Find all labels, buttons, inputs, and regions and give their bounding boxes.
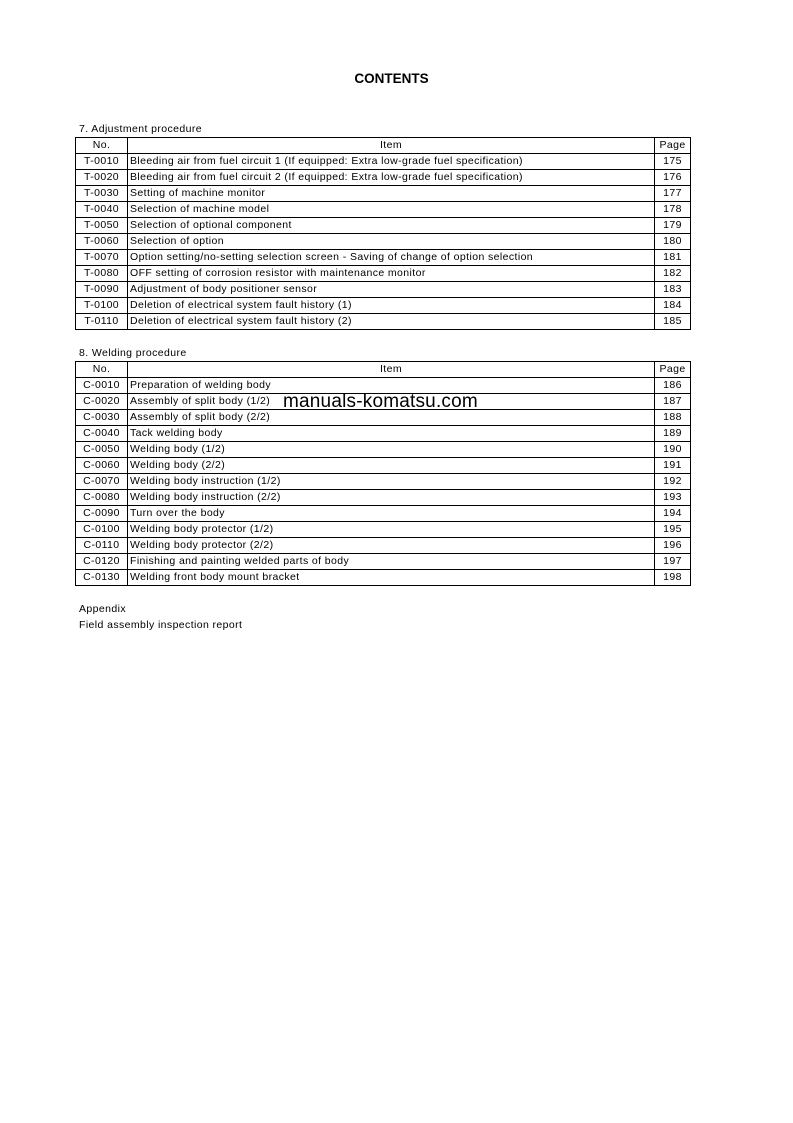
cell-item: Setting of machine monitor [128,186,655,202]
cell-no: C-0030 [76,410,128,426]
cell-no: C-0040 [76,426,128,442]
table-header-row [76,362,691,378]
table-row [76,202,691,218]
cell-item: Deletion of electrical system fault history (1) [128,298,655,314]
cell-no: C-0110 [76,538,128,554]
adjustment-table [75,137,691,330]
cell-page: 195 [655,522,691,538]
cell-page: 180 [655,234,691,250]
cell-page: 191 [655,458,691,474]
cell-no: C-0070 [76,474,128,490]
header-no: No. [76,138,128,154]
cell-page: 177 [655,186,691,202]
cell-item: Selection of optional component [128,218,655,234]
table-row [76,506,691,522]
cell-item: Adjustment of body positioner sensor [128,282,655,298]
table-row [76,554,691,570]
table-row [76,458,691,474]
section-title-welding: 8. Welding procedure [79,347,187,359]
cell-item: Welding body protector (2/2) [128,538,655,554]
cell-item: Deletion of electrical system fault history (2) [128,314,655,330]
cell-item: Tack welding body [128,426,655,442]
cell-item: Welding body protector (1/2) [128,522,655,538]
cell-page: 188 [655,410,691,426]
cell-no: C-0060 [76,458,128,474]
cell-page: 197 [655,554,691,570]
cell-page: 187 [655,394,691,410]
table-row [76,154,691,170]
cell-item: Preparation of welding body [128,378,655,394]
table-row [76,314,691,330]
cell-item: Bleeding air from fuel circuit 2 (If equipped: Extra low-grade fuel specification) [128,170,655,186]
cell-page: 181 [655,250,691,266]
table-row [76,426,691,442]
cell-item: Option setting/no-setting selection screen - Saving of change of option selection [128,250,655,266]
cell-page: 185 [655,314,691,330]
cell-item: Welding body instruction (2/2) [128,490,655,506]
cell-no: T-0020 [76,170,128,186]
header-no: No. [76,362,128,378]
cell-page: 193 [655,490,691,506]
cell-no: T-0080 [76,266,128,282]
cell-page: 186 [655,378,691,394]
cell-page: 178 [655,202,691,218]
table-row [76,298,691,314]
cell-no: T-0040 [76,202,128,218]
cell-item: OFF setting of corrosion resistor with maintenance monitor [128,266,655,282]
table-row [76,490,691,506]
cell-no: T-0110 [76,314,128,330]
cell-no: C-0020 [76,394,128,410]
cell-no: C-0090 [76,506,128,522]
table-header-row [76,138,691,154]
cell-page: 182 [655,266,691,282]
table-row [76,474,691,490]
cell-page: 192 [655,474,691,490]
cell-item: Turn over the body [128,506,655,522]
table-row [76,186,691,202]
cell-no: T-0030 [76,186,128,202]
table-row [76,234,691,250]
cell-no: T-0090 [76,282,128,298]
table-row [76,218,691,234]
cell-page: 198 [655,570,691,586]
cell-no: C-0120 [76,554,128,570]
cell-item: Assembly of split body (1/2) [128,394,655,410]
table-row [76,282,691,298]
cell-item: Bleeding air from fuel circuit 1 (If equipped: Extra low-grade fuel specification) [128,154,655,170]
cell-item: Welding body (1/2) [128,442,655,458]
appendix-item: Field assembly inspection report [79,619,243,631]
cell-item: Welding body instruction (1/2) [128,474,655,490]
cell-page: 189 [655,426,691,442]
cell-page: 176 [655,170,691,186]
cell-page: 179 [655,218,691,234]
cell-no: T-0050 [76,218,128,234]
cell-item: Welding front body mount bracket [128,570,655,586]
cell-page: 190 [655,442,691,458]
watermark: manuals-komatsu.com [283,391,478,412]
cell-item: Welding body (2/2) [128,458,655,474]
cell-item: Assembly of split body (2/2) [128,410,655,426]
table-row [76,522,691,538]
header-item: Item [128,138,655,154]
cell-no: T-0010 [76,154,128,170]
cell-no: C-0100 [76,522,128,538]
table-row [76,538,691,554]
table-row [76,442,691,458]
cell-item: Selection of machine model [128,202,655,218]
cell-no: T-0060 [76,234,128,250]
cell-item: Selection of option [128,234,655,250]
cell-no: C-0130 [76,570,128,586]
cell-no: C-0050 [76,442,128,458]
cell-page: 183 [655,282,691,298]
header-item: Item [128,362,655,378]
appendix-title: Appendix [79,603,126,615]
header-page: Page [655,362,691,378]
cell-item: Finishing and painting welded parts of body [128,554,655,570]
section-title-adjustment: 7. Adjustment procedure [79,123,203,135]
cell-page: 196 [655,538,691,554]
cell-no: T-0070 [76,250,128,266]
cell-page: 175 [655,154,691,170]
cell-no: T-0100 [76,298,128,314]
cell-page: 194 [655,506,691,522]
table-row [76,170,691,186]
table-row [76,266,691,282]
page-title: CONTENTS [354,71,429,86]
table-row [76,570,691,586]
table-row [76,250,691,266]
cell-page: 184 [655,298,691,314]
cell-no: C-0010 [76,378,128,394]
cell-no: C-0080 [76,490,128,506]
header-page: Page [655,138,691,154]
